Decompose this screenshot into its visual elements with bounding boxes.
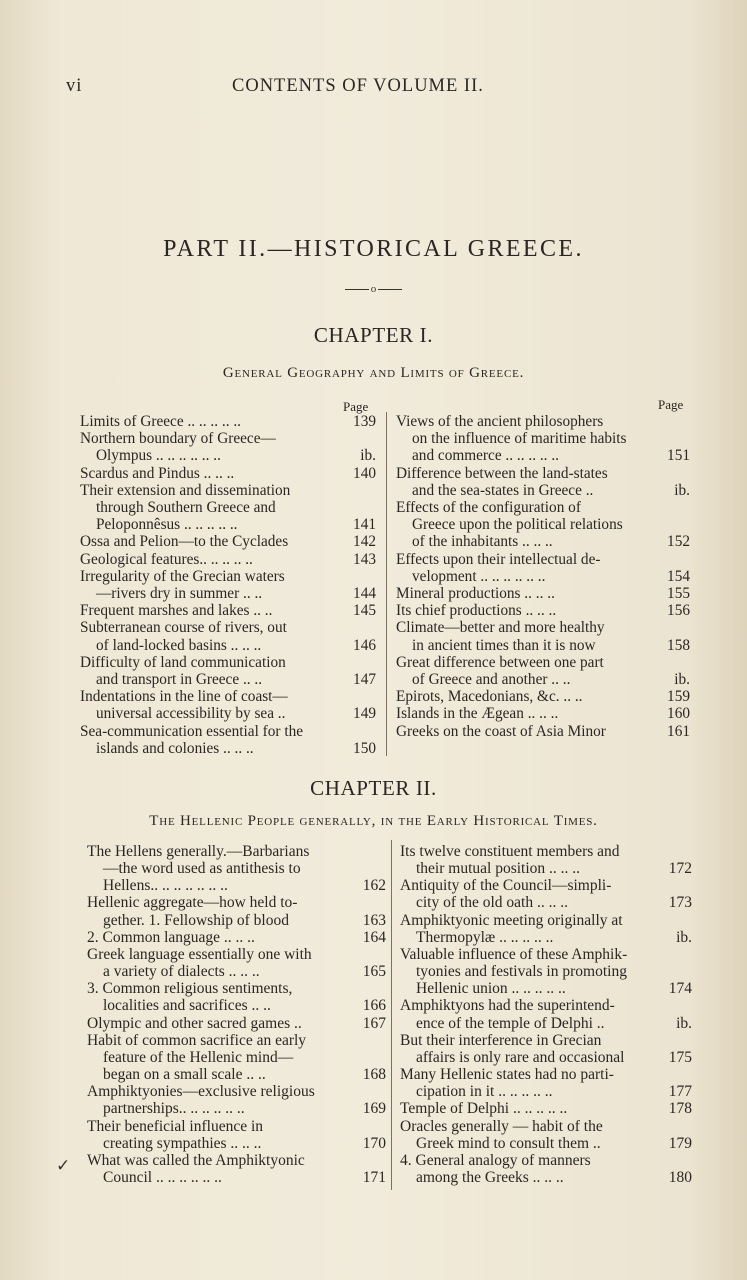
toc-entry	[87, 946, 386, 980]
toc-page-number: ib.	[676, 1014, 692, 1032]
toc-page-number: 152	[667, 533, 690, 551]
toc-entry	[400, 1152, 692, 1186]
toc-entry-text: of the inhabitants .. .. ..	[412, 533, 553, 551]
toc-page-number: 163	[362, 911, 386, 929]
page-label-left: Page	[343, 399, 369, 414]
toc-entry-text: 4. General analogy of manners	[400, 1151, 591, 1169]
toc-entry-text: Northern boundary of Greece—	[80, 430, 276, 448]
toc-page-number: ib.	[674, 671, 690, 689]
toc-entry-text: Oracles generally — habit of the	[400, 1117, 603, 1135]
toc-entry-text: Olympic and other sacred games ..	[87, 1014, 302, 1032]
toc-entry-text: Scardus and Pindus .. .. ..	[80, 464, 235, 482]
toc-entry-text: Amphiktyons had the superintend-	[400, 997, 615, 1015]
toc-entry-text: Geological features.. .. .. .. ..	[80, 550, 253, 568]
toc-entry	[87, 894, 386, 928]
toc-entry-text: What was called the Amphiktyonic	[87, 1151, 305, 1169]
toc-entry-text: Islands in the Ægean .. .. ..	[396, 705, 559, 723]
toc-entry	[396, 654, 690, 688]
toc-entry	[87, 980, 386, 1014]
toc-entry	[87, 843, 386, 894]
running-title: CONTENTS OF VOLUME II.	[232, 76, 484, 96]
toc-page-number: 155	[667, 585, 690, 603]
toc-page-number: 149	[353, 705, 376, 723]
toc-entry-text: 3. Common religious sentiments,	[87, 980, 293, 998]
toc-entry	[80, 413, 376, 430]
toc-entry-text: Olympus .. .. .. .. .. ..	[96, 447, 221, 465]
toc-entry	[400, 1032, 692, 1066]
column-rule	[391, 840, 392, 1190]
toc-page-number: 145	[353, 602, 376, 620]
toc-entry-text: Amphiktyonic meeting originally at	[400, 911, 623, 929]
toc-entry	[87, 1118, 386, 1152]
toc-entry	[80, 551, 376, 568]
toc-entry-text: Hellens.. .. .. .. .. .. ..	[103, 877, 228, 895]
toc-entry	[396, 499, 690, 551]
toc-entry-text: Climate—better and more healthy	[396, 619, 605, 637]
toc-page-number: 154	[667, 567, 690, 585]
toc-entry-text: Effects of the configuration of	[396, 499, 581, 517]
toc-entry-text: Their extension and dissemination	[80, 481, 291, 499]
page-label-right: Page	[658, 397, 684, 412]
toc-entry-text: partnerships.. .. .. .. .. ..	[103, 1100, 245, 1118]
toc-entry-text: Council .. .. .. .. .. ..	[103, 1168, 222, 1186]
toc-entry	[400, 946, 692, 997]
toc-entry	[87, 929, 386, 946]
toc-entry	[396, 619, 690, 653]
toc-page-number: 142	[353, 533, 376, 551]
toc-page-number: 180	[668, 1168, 692, 1186]
toc-entry	[80, 430, 376, 464]
toc-entry-text: Greeks on the coast of Asia Minor	[396, 722, 606, 740]
toc-entry	[396, 723, 690, 740]
toc-page-number: 175	[668, 1048, 692, 1066]
toc-page-number: 166	[362, 997, 386, 1015]
toc-page-number: 164	[362, 928, 386, 946]
toc-page-number: 170	[362, 1134, 386, 1152]
toc-entry	[396, 551, 690, 585]
toc-entry-text: tyonies and festivals in promoting	[416, 963, 627, 981]
toc-entry-text: Sea-communication essential for the	[80, 722, 304, 740]
toc-entry-text: of Greece and another .. ..	[412, 671, 571, 689]
toc-entry-text: their mutual position .. .. ..	[416, 860, 581, 878]
toc-page-number: 165	[362, 963, 386, 981]
toc-entry-text: Hellenic aggregate—how held to-	[87, 894, 298, 912]
toc-entry-text: Ossa and Pelion—to the Cyclades	[80, 533, 289, 551]
toc-entry	[400, 912, 692, 946]
toc-entry	[400, 997, 692, 1031]
toc-page-number: 150	[353, 739, 376, 757]
toc-entry	[80, 688, 376, 722]
toc-page-number: 139	[353, 413, 376, 430]
toc-entry-text: Habit of common sacrifice an early	[87, 1031, 307, 1049]
toc-entry-text: Temple of Delphi .. .. .. .. ..	[400, 1100, 568, 1118]
toc-entry	[80, 723, 376, 757]
toc-page-number: 178	[668, 1100, 692, 1118]
toc-entry-text: Mineral productions .. .. ..	[396, 585, 555, 603]
toc-page-number: 173	[668, 894, 692, 912]
toc-entry-text: Hellenic union .. .. .. .. ..	[416, 980, 566, 998]
toc-page-number: 140	[353, 464, 376, 482]
toc-entry	[87, 1152, 386, 1186]
toc-entry-text: Indentations in the line of coast—	[80, 688, 288, 706]
toc-page-number: 179	[668, 1134, 692, 1152]
toc-page-number: 161	[667, 722, 690, 740]
toc-page-number: 167	[362, 1014, 386, 1032]
toc-entry-text: —the word used as antithesis to	[103, 860, 301, 878]
toc-entry-text: Greece upon the political relations	[412, 516, 623, 534]
toc-entry-text: But their interference in Grecian	[400, 1031, 602, 1049]
toc-entry-text: affairs is only rare and occasional	[416, 1048, 625, 1066]
toc-entry	[396, 602, 690, 619]
toc-entry-text: Their beneficial influence in	[87, 1117, 264, 1135]
toc-entry	[400, 843, 692, 877]
toc-entry	[400, 877, 692, 911]
toc-entry-text: Greek language essentially one with	[87, 945, 312, 963]
toc-entry-text: and transport in Greece .. ..	[96, 671, 263, 689]
part-title: PART II.—HISTORICAL GREECE.	[163, 236, 584, 262]
toc-page-number: 158	[667, 636, 690, 654]
toc-entry	[400, 1100, 692, 1117]
toc-entry-text: Frequent marshes and lakes .. ..	[80, 602, 273, 620]
chapter-1-left-column	[80, 413, 376, 757]
toc-entry-text: in ancient times than it is now	[412, 636, 596, 654]
toc-entry-text: Amphiktyonies—exclusive religious	[87, 1083, 315, 1101]
toc-page-number: 168	[362, 1066, 386, 1084]
toc-entry	[400, 1118, 692, 1152]
toc-page-number: 159	[667, 688, 690, 706]
toc-entry-text: Peloponnêsus .. .. .. .. ..	[96, 516, 238, 534]
toc-entry	[80, 654, 376, 688]
toc-entry-text: a variety of dialects .. .. ..	[103, 963, 260, 981]
toc-entry-text: creating sympathies .. .. ..	[103, 1134, 262, 1152]
toc-entry-text: Great difference between one part	[396, 653, 604, 671]
toc-page-number: 151	[667, 447, 690, 465]
toc-entry-text: Antiquity of the Council—simpli-	[400, 877, 612, 895]
toc-entry-text: cipation in it .. .. .. .. ..	[416, 1083, 553, 1101]
toc-entry	[87, 1032, 386, 1083]
toc-entry	[87, 1015, 386, 1032]
toc-entry-text: Greek mind to consult them ..	[416, 1134, 601, 1152]
toc-entry-text: The Hellens generally.—Barbarians	[87, 843, 310, 860]
toc-page-number: 160	[667, 705, 690, 723]
toc-page-number: 143	[353, 550, 376, 568]
toc-page-number: ib.	[674, 481, 690, 499]
toc-entry-text: Effects upon their intellectual de-	[396, 550, 601, 568]
toc-page-number: 144	[353, 585, 376, 603]
toc-entry-text: Difficulty of land communication	[80, 653, 286, 671]
margin-mark: ✓	[56, 1156, 71, 1175]
toc-entry-text: Difference between the land-states	[396, 464, 608, 482]
toc-page-number: 172	[668, 860, 692, 878]
toc-page-number: 171	[362, 1168, 386, 1186]
toc-entry	[80, 465, 376, 482]
toc-entry-text: Epirots, Macedonians, &c. .. ..	[396, 688, 583, 706]
toc-page-number: 146	[353, 636, 376, 654]
chapter-2-right-column	[400, 843, 692, 1186]
toc-entry	[396, 705, 690, 722]
toc-page-number: ib.	[360, 447, 376, 465]
toc-entry	[87, 1083, 386, 1117]
toc-entry-text: —rivers dry in summer .. ..	[96, 585, 263, 603]
page-number: vi	[66, 76, 83, 96]
ornament-divider: o	[0, 283, 747, 295]
chapter-1-title: CHAPTER I.	[313, 323, 434, 347]
toc-page-number: 169	[362, 1100, 386, 1118]
chapter-2-title: CHAPTER II.	[310, 776, 437, 800]
toc-entry-text: Its chief productions .. .. ..	[396, 602, 557, 620]
toc-page-number: 156	[667, 602, 690, 620]
toc-entry-text: Thermopylæ .. .. .. .. ..	[416, 928, 554, 946]
toc-entry-text: Its twelve constituent members and	[400, 843, 620, 860]
toc-entry-text: velopment .. .. .. .. .. ..	[412, 567, 546, 585]
toc-entry-text: Limits of Greece .. .. .. .. ..	[80, 413, 241, 430]
toc-entry-text: 2. Common language .. .. ..	[87, 928, 255, 946]
toc-entry	[396, 465, 690, 499]
chapter-2-left-column	[87, 843, 386, 1186]
toc-entry	[80, 533, 376, 550]
toc-entry	[80, 619, 376, 653]
toc-entry-text: of land-locked basins .. .. ..	[96, 636, 262, 654]
toc-entry-text: Valuable influence of these Amphik-	[400, 945, 628, 963]
toc-entry-text: through Southern Greece and	[96, 499, 276, 517]
column-rule	[386, 412, 387, 756]
toc-page-number: 177	[668, 1083, 692, 1101]
toc-entry-text: gether. 1. Fellowship of blood	[103, 911, 289, 929]
toc-entry-text: universal accessibility by sea ..	[96, 705, 286, 723]
toc-entry-text: on the influence of maritime habits	[412, 430, 627, 448]
toc-page-number: ib.	[676, 928, 692, 946]
toc-entry-text: among the Greeks .. .. ..	[416, 1168, 564, 1186]
toc-entry-text: Many Hellenic states had no parti-	[400, 1066, 614, 1084]
toc-entry-text: and the sea-states in Greece ..	[412, 481, 594, 499]
toc-entry	[80, 482, 376, 534]
toc-entry-text: islands and colonies .. .. ..	[96, 739, 254, 757]
toc-entry-text: ence of the temple of Delphi ..	[416, 1014, 605, 1032]
chapter-1-right-column	[396, 413, 690, 740]
toc-page-number: 141	[353, 516, 376, 534]
chapter-1-subtitle: General Geography and Limits of Greece.	[222, 365, 525, 381]
toc-entry-text: Views of the ancient philosophers	[396, 413, 604, 430]
toc-entry	[80, 602, 376, 619]
toc-entry-text: Subterranean course of rivers, out	[80, 619, 287, 637]
chapter-2-subtitle: The Hellenic People generally, in the Early Historical Times.	[149, 813, 598, 829]
toc-entry-text: city of the old oath .. .. ..	[416, 894, 568, 912]
toc-entry-text: Irregularity of the Grecian waters	[80, 567, 285, 585]
toc-page-number: 174	[668, 980, 692, 998]
toc-entry-text: localities and sacrifices .. ..	[103, 997, 271, 1015]
toc-page-number: 162	[362, 877, 386, 895]
toc-entry-text: began on a small scale .. ..	[103, 1066, 266, 1084]
toc-entry	[80, 568, 376, 602]
toc-entry	[396, 413, 690, 465]
toc-entry	[396, 585, 690, 602]
toc-entry	[396, 688, 690, 705]
toc-entry-text: feature of the Hellenic mind—	[103, 1048, 294, 1066]
toc-entry	[400, 1066, 692, 1100]
toc-entry-text: and commerce .. .. .. .. ..	[412, 447, 559, 465]
toc-page-number: 147	[353, 671, 376, 689]
